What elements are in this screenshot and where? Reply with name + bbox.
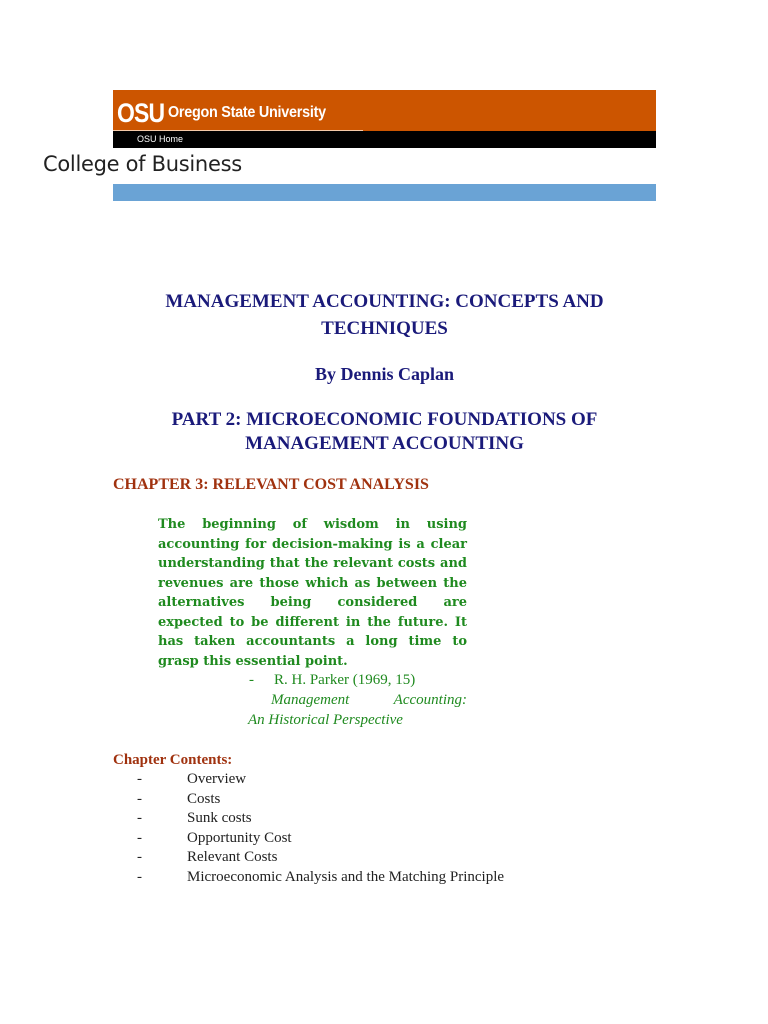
list-item-text: Opportunity Cost — [187, 829, 292, 846]
epigraph-source-line1: Management Accounting: — [271, 692, 467, 708]
list-item-text: Sunk costs — [187, 810, 252, 827]
list-bullet: - — [137, 868, 142, 885]
home-bar — [113, 131, 656, 148]
list-item-text: Microeconomic Analysis and the Matching Principle — [187, 868, 505, 885]
osu-logo-mark: OSU — [117, 98, 165, 128]
epigraph-quote: The beginning of wisdom in using accounting for decision-making is a clear understanding that the relevant costs and revenues are those which as between the alternatives being considered are expected to be different in the future. It has taken accountants a long time to grasp this essential point. — [158, 517, 467, 669]
epigraph-attribution: R. H. Parker (1969, 15) — [274, 672, 416, 688]
epigraph-dash: - — [249, 672, 254, 688]
osu-home-link[interactable]: OSU Home — [137, 134, 184, 144]
epigraph-source-line2: An Historical Perspective — [248, 712, 403, 728]
university-name: Oregon State University — [168, 104, 326, 121]
college-name: College of Business — [43, 152, 242, 176]
list-item-text: Overview — [187, 771, 247, 787]
list-bullet: - — [137, 771, 142, 787]
chapter-heading: CHAPTER 3: RELEVANT COST ANALYSIS — [113, 476, 429, 493]
list-item-text: Costs — [187, 790, 221, 807]
document-author: By Dennis Caplan — [314, 364, 455, 384]
part-heading: PART 2: MICROECONOMIC FOUNDATIONS OF MANAGEMENT ACCOUNTING — [171, 409, 598, 454]
contents-heading: Chapter Contents: — [113, 752, 233, 768]
list-bullet: - — [137, 849, 142, 866]
list-bullet: - — [137, 790, 142, 807]
blue-divider-bar — [113, 184, 656, 201]
list-bullet: - — [137, 810, 142, 827]
document-title: MANAGEMENT ACCOUNTING: CONCEPTS AND TECHNIQUES — [165, 291, 604, 339]
list-bullet: - — [137, 829, 142, 846]
list-item-text: Relevant Costs — [187, 849, 278, 866]
